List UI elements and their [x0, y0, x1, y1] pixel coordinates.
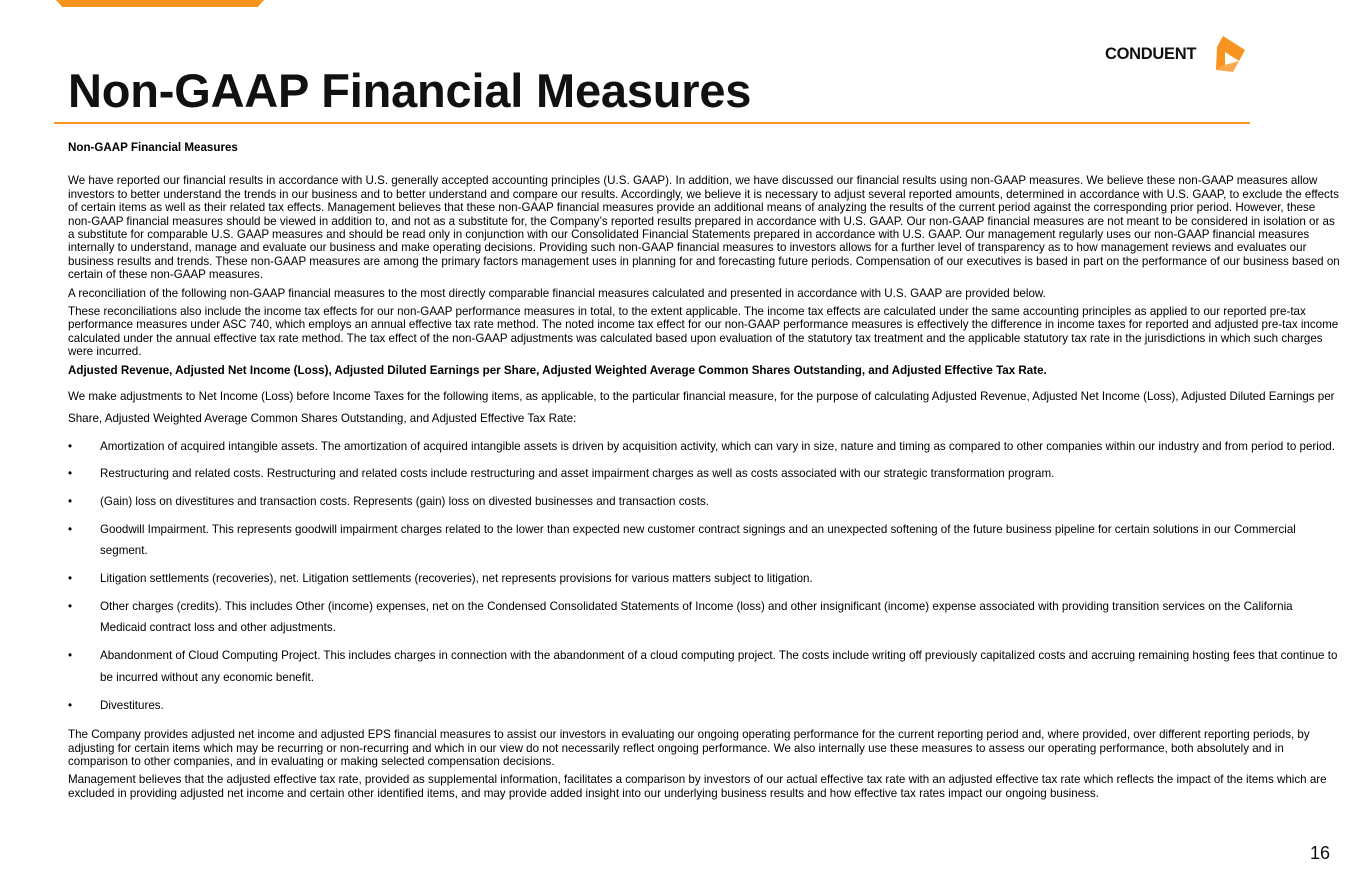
paragraph-overview: We have reported our financial results in accordance with U.S. generally accepted accounting principles (U.S. GAAP). In addition, we have discussed our financial results using non-GAAP measures. We believe these non-GAAP measures allow investors to better understand the trends in our business and to better understand and compare our results. Accordingly, we believe it is necessary to adjust several reported amounts, determined in accordance with U.S. GAAP, to exclude the effects of certain items as well as their related tax effects. Management believes that these non-GAAP financial measures provide an additional means of analyzing the results of the current period against the corresponding prior period. However, these non-GAAP financial measures should be viewed in addition to, and not as a substitute for, the Company’s reported results prepared in accordance with U.S. GAAP. Our non-GAAP financial measures are not meant to be considered in isolation or as a substitute for comparable U.S. GAAP measures and should be read only in conjunction with our Consolidated Financial Statements prepared in accordance with U.S. GAAP. Our management regularly uses our non-GAAP financial measures internally to understand, manage and evaluate our business and make operating decisions. Providing such non-GAAP financial measures to investors allows for a further level of transparency as to how management reviews and evaluates our business results and trends. These non-GAAP measures are among the primary factors management uses in planning for and forecasting future periods. Compensation of our executives is based in part on the performance of our business based on certain of these non-GAAP measures.: [68, 174, 1340, 282]
adjustments-intro: We make adjustments to Net Income (Loss) before Income Taxes for the following items, as applicable, to the particular financial measure, for the purpose of calculating Adjusted Revenue, Adjusted Net Income (Loss), Adjusted Diluted Earnings per Share, Adjusted Weighted Average Common Shares Outstanding, and Adjusted Effective Tax Rate:: [68, 390, 1335, 425]
paragraph-effective-tax-rate: Management believes that the adjusted effective tax rate, provided as supplemental information, facilitates a comparison by investors of our actual effective tax rate with an adjusted effective tax rate which reflects the impact of the items which are excluded in providing adjusted net income and certain other identified items, and may provide added insight into our underlying business results and how effective tax rates impact our ongoing business.: [68, 773, 1327, 800]
logo-wordmark: CONDUENT: [1105, 44, 1197, 63]
section-heading: Non-GAAP Financial Measures: [68, 141, 238, 154]
adjustments-list: [68, 436, 1340, 717]
list-item: [68, 596, 1340, 639]
list-item: [68, 568, 1340, 590]
paragraph-adjusted-eps: The Company provides adjusted net income and adjusted EPS financial measures to assist our investors in evaluating our ongoing operating performance for the current reporting period and, where provided, over different reporting periods, by adjusting for certain items which may be recurring or non-recurring and which in our view do not necessarily reflect ongoing performance. We also internally use these measures to assess our operating performance, both absolutely and in comparison to other companies, and in evaluating or making selected compensation decisions.: [68, 728, 1310, 769]
conduent-logo: [1105, 33, 1255, 75]
bullet-icon: •: [68, 522, 73, 536]
bullet-icon: •: [68, 572, 73, 586]
adjusted-measures-heading: Adjusted Revenue, Adjusted Net Income (Loss), Adjusted Diluted Earnings per Share, Adjusted Weighted Average Common Shares Outstanding, and Adjusted Effective Tax Rate.: [68, 363, 1047, 377]
list-item: [68, 463, 1340, 485]
paragraph-reconciliation: A reconciliation of the following non-GAAP financial measures to the most directly comparable financial measures calculated and presented in accordance with U.S. GAAP are provided below.: [68, 286, 1046, 300]
list-item-text: Restructuring and related costs. Restructuring and related costs include restructuring and asset impairment charges as well as costs associated with our strategic transformation program.: [100, 467, 1055, 481]
list-item-text: Other charges (credits). This includes Other (income) expenses, net on the Condensed Consolidated Statements of Income (loss) and other insignificant (income) expense associated with providing transition services on the California Medicaid contract loss and other adjustments.: [100, 599, 1293, 635]
list-item-text: Divestitures.: [100, 698, 164, 712]
body-content: [68, 141, 1340, 805]
conduent-mark-icon: [1209, 33, 1249, 75]
bullet-icon: •: [68, 467, 73, 481]
bullet-icon: •: [68, 494, 73, 508]
title-divider: [54, 122, 1250, 124]
top-accent-bar: [56, 0, 264, 7]
list-item-text: Litigation settlements (recoveries), net. Litigation settlements (recoveries), net represents provisions for various matters subject to litigation.: [100, 572, 813, 586]
list-item: [68, 519, 1340, 562]
page-title: Non-GAAP Financial Measures: [68, 64, 752, 117]
list-item-text: Goodwill Impairment. This represents goodwill impairment charges related to the lower than expected new customer contract signings and an unexpected softening of the future business pipeline for certain solutions in our Commercial segment.: [100, 522, 1296, 558]
list-item: [68, 645, 1340, 688]
page-number: 16: [1310, 843, 1331, 863]
list-item-text: Amortization of acquired intangible assets. The amortization of acquired intangible assets is driven by acquisition activity, which can vary in size, nature and timing as compared to other companies within our industry and from period to period.: [100, 439, 1335, 453]
bullet-icon: •: [68, 649, 73, 663]
list-item-text: Abandonment of Cloud Computing Project. This includes charges in connection with the abandonment of a cloud computing project. The costs include writing off previously capitalized costs and accruing remaining hosting fees that continue to be incurred without any economic benefit.: [100, 649, 1338, 684]
list-item-text: (Gain) loss on divestitures and transaction costs. Represents (gain) loss on divested businesses and transaction costs.: [100, 494, 709, 508]
bullet-icon: •: [68, 439, 73, 453]
bullet-icon: •: [68, 698, 73, 712]
list-item: [68, 491, 1340, 513]
list-item: [68, 695, 1340, 717]
list-item: [68, 436, 1340, 458]
paragraph-tax-effects: These reconciliations also include the income tax effects for our non-GAAP performance measures in total, to the extent applicable. The income tax effects are calculated under the same accounting principles as applied to our reported pre-tax performance measures under ASC 740, which employs an annual effective tax rate method. The noted income tax effect for our non-GAAP performance measures is effectively the difference in income taxes for reported and adjusted pre-tax income calculated under the annual effective tax rate method. The tax effect of the non-GAAP adjustments was calculated based upon evaluation of the statutory tax treatment and the applicable statutory tax rate in the jurisdictions in which such charges were incurred.: [68, 305, 1339, 359]
bullet-icon: •: [68, 599, 73, 613]
